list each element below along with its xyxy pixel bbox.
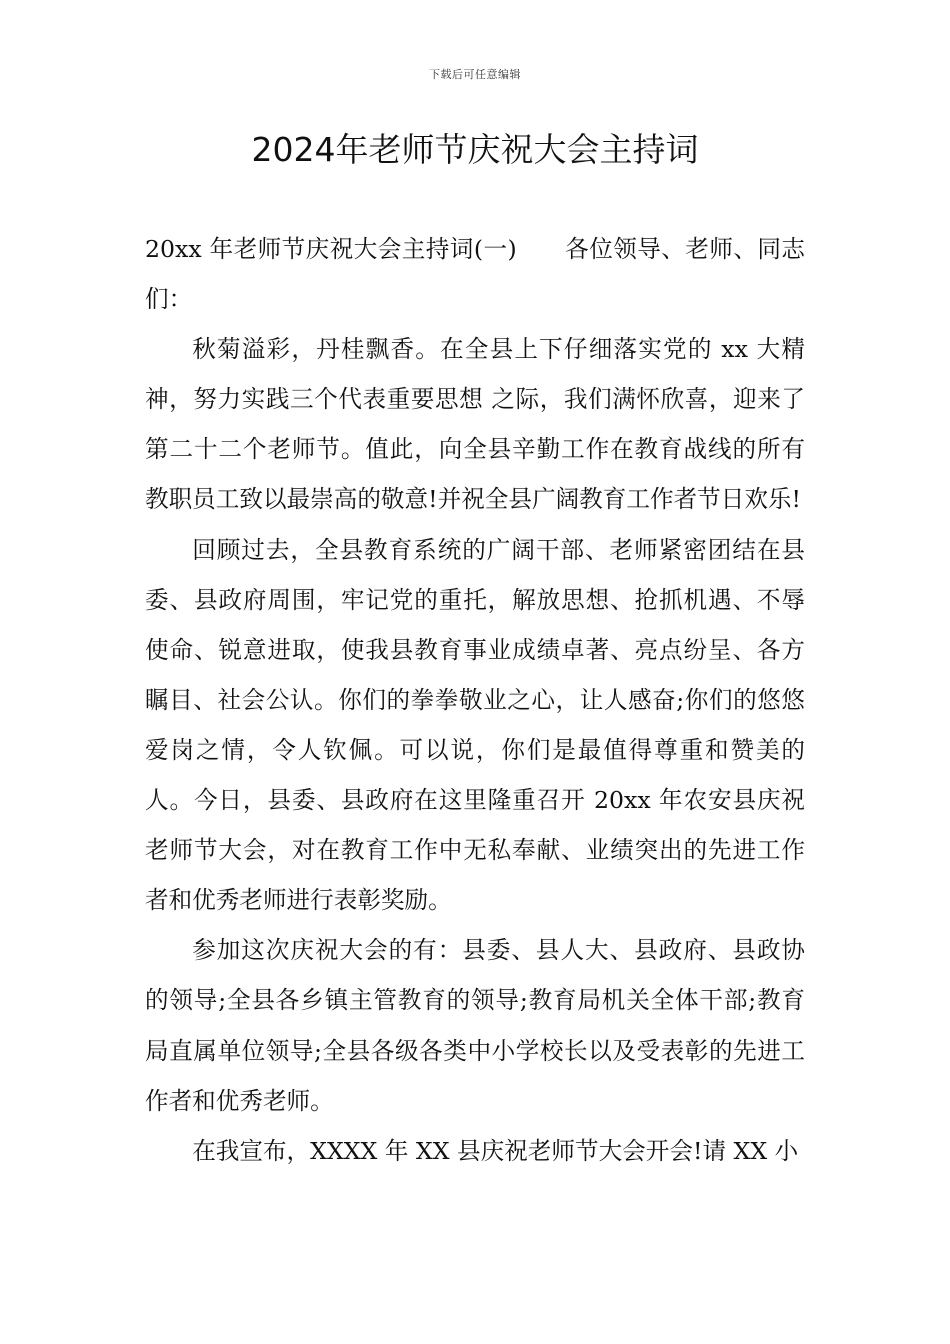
paragraph: 参加这次庆祝大会的有：县委、县人大、县政府、县政协的领导;全县各乡镇主管教育的领导;教育局机关全体干部;教育局直属单位领导;全县各级各类中小学校长以及受表彰的先进工作者和优秀老师。	[145, 936, 805, 1115]
paragraph: 回顾过去，全县教育系统的广阔干部、老师紧密团结在县委、县政府周围，牢记党的重托，解放思想、抢抓机遇、不辱使命、锐意进取，使我县教育事业成绩卓著、亮点纷呈、各方瞩目、社会公认。你们的拳拳敬业之心，让人感奋;你们的悠悠爱岗之情，令人钦佩。可以说，你们是最值得尊重和赞美的人。今日，县委、县政府在这里隆重召开 20xx 年农安县庆祝老师节大会，对在教育工作中无私奉献、业绩突出的先进工作者和优秀老师进行表彰奖励。	[145, 535, 805, 915]
document-title: 2024年老师节庆祝大会主持词	[251, 130, 699, 169]
paragraph: 秋菊溢彩，丹桂飘香。在全县上下仔细落实党的 xx 大精神，努力实践三个代表重要思想 之际，我们满怀欣喜，迎来了第二十二个老师节。值此，向全县辛勤工作在教育战线的所有教职员工致以最崇高的敬意!并祝全县广阔教育工作者节日欢乐!	[145, 335, 805, 514]
header-note: 下载后可任意编辑	[429, 68, 521, 81]
paragraph-opening: 20xx 年老师节庆祝大会主持词(一) 各位领导、老师、同志们：	[145, 235, 805, 314]
paragraph: 在我宣布，XXXX 年 XX 县庆祝老师节大会开会!请 XX 小	[192, 1136, 799, 1165]
document-body	[145, 224, 805, 1176]
